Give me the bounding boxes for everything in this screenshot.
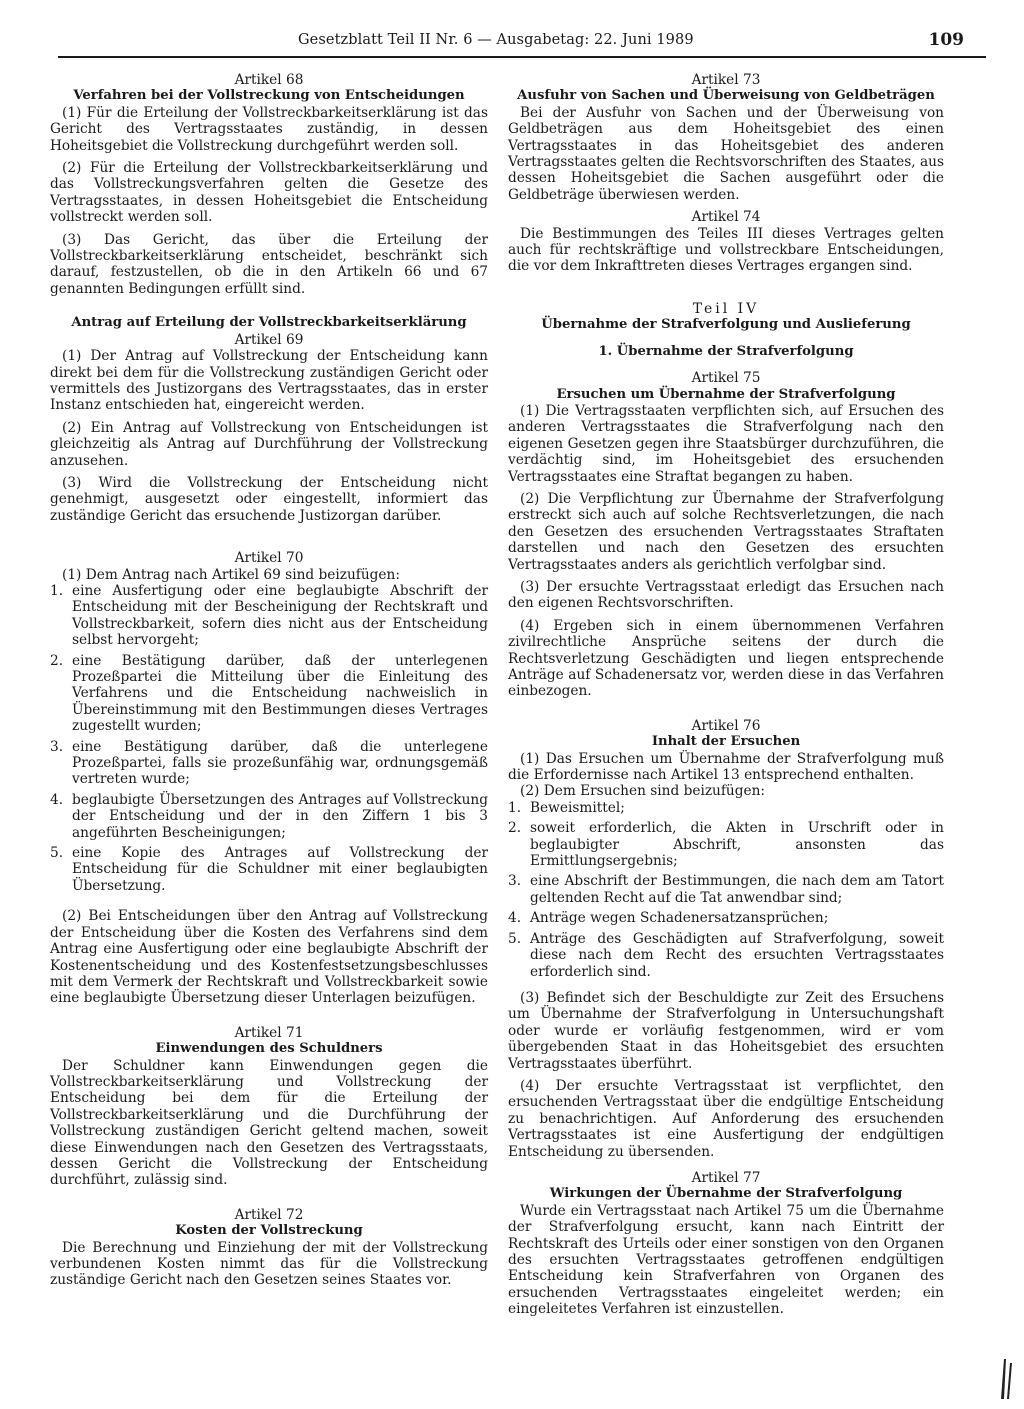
margin-mark-icon bbox=[998, 1355, 1014, 1401]
article-75-paragraph-4: (4) Ergeben sich in einem übernommenen Verfahren zivilrechtliche Ansprüche seitens der durch die Rechtsverletzung Geschädigten und liegen entsprechende Anträge auf Schadenersatz vor, werden diese in das Verfahren einbezogen. bbox=[508, 617, 944, 700]
part-heading: Teil IV bbox=[692, 300, 760, 317]
article-76-paragraph-4: (4) Der ersuchte Vertragsstaat ist verpflichtet, den ersuchenden Vertragsstaat über die endgültige Entscheidung zu benachrichtigen. Auf Anforderung des ersuchenden Vertragsstaates ist eine Ausfertigung der endgültigen Entscheidung zu übersenden. bbox=[508, 1077, 944, 1160]
article-74-heading: Artikel 74 bbox=[691, 209, 761, 226]
article-68-paragraph-3: (3) Das Gericht, das über die Erteilung der Vollstreckbarkeitserklärung entscheidet, beschränkt sich darauf, festzustellen, ob die in den Artikeln 66 und 67 genannten Bedingungen erfüllt sind. bbox=[50, 231, 488, 297]
article-72-title: Kosten der Vollstreckung bbox=[175, 1223, 363, 1239]
article-68-title: Verfahren bei der Vollstreckung von Entscheidungen bbox=[73, 88, 465, 104]
article-71-paragraph-1: Der Schuldner kann Einwendungen gegen die Vollstreckbarkeitserklärung und Vollstreckung der Entscheidung bei dem für die Erteilung der Vollstreckbarkeitserklärung und die Durchführung der Vollstreckung zuständigen Gericht geltend machen, soweit diese Einwendungen nach den Gesetzen des Vertragsstaats, dessen Gericht die Vollstreckung der Entscheidung durchführt, zulässig sind. bbox=[50, 1057, 488, 1189]
article-76-paragraph-2: (2) Dem Ersuchen sind beizufügen: bbox=[520, 783, 766, 800]
article-70-heading: Artikel 70 bbox=[234, 550, 304, 567]
article-69-paragraph-2: (2) Ein Antrag auf Vollstreckung von Entscheidungen ist gleichzeitig als Antrag auf Durchführung der Vollstreckung anzusehen. bbox=[50, 419, 488, 469]
article-72-paragraph-1: Die Berechnung und Einziehung der mit der Vollstreckung verbundenen Kosten nimmt das für die Vollstreckung zuständige Gericht nach den Gesetzen seines Staates vor. bbox=[50, 1239, 488, 1289]
header-title: Gesetzblatt Teil II Nr. 6 — Ausgabetag: 22. Juni 1989 bbox=[298, 32, 694, 48]
article-77-heading: Artikel 77 bbox=[691, 1169, 761, 1186]
article-75-paragraph-2: (2) Die Verpflichtung zur Übernahme der Strafverfolgung erstreckt sich auch auf solche Rechtsverletzungen, die nach den Gesetzen des ersuchenden Vertragsstaates Straftaten darstellen und nach den Gesetzen des ersuchten Vertragsstaates anders als gerichtlich verfolgbar sind. bbox=[508, 490, 944, 573]
list-item: 3. eine Bestätigung darüber, daß die unterlegene Prozeßpartei, falls sie prozeßunfähig war, ordnungsgemäß vertreten wurde; bbox=[50, 738, 488, 788]
right-column bbox=[508, 72, 944, 1318]
article-71-title: Einwendungen des Schuldners bbox=[155, 1041, 383, 1057]
article-70-list bbox=[50, 583, 488, 894]
article-68-heading: Artikel 68 bbox=[234, 72, 304, 88]
article-75-paragraph-1: (1) Die Vertragsstaaten verpflichten sich, auf Ersuchen des anderen Vertragsstaates die Strafverfolgung nach den eigenen Gesetzen gegen ihre Staatsbürger durchzuführen, die verdächtig sind, im Hoheitsgebiet des ersuchenden Vertragsstaates eine Straftat begangen zu haben. bbox=[508, 402, 944, 485]
article-70-intro: (1) Dem Antrag nach Artikel 69 sind beizufügen: bbox=[62, 566, 400, 583]
list-item: 2. eine Bestätigung darüber, daß der unterlegenen Prozeßpartei die Mitteilung über die Einleitung des Verfahrens und die Entscheidung nachweislich in Übereinstimmung mit den Bestimmungen dieses Vertrages zugestellt wurden; bbox=[50, 652, 488, 735]
list-item: 5. eine Kopie des Antrages auf Vollstreckung der Entscheidung für die Schuldner mit einer beglaubigten Übersetzung. bbox=[50, 845, 488, 894]
article-70-paragraph-2: (2) Bei Entscheidungen über den Antrag auf Vollstreckung der Entscheidung über die Kosten des Verfahrens sind dem Antrag eine Ausfertigung oder eine beglaubigte Abschrift der Kostenentscheidung und des Kostenfestsetzungsbeschlusses mit dem Vermerk der Rechtskraft und Vollstreckbarkeit sowie eine beglaubigte Übersetzung dieser Unterlagen beizufügen. bbox=[50, 908, 488, 1007]
article-69-section-title: Antrag auf Erteilung der Vollstreckbarkeitserklärung bbox=[71, 315, 467, 331]
list-item: 2. soweit erforderlich, die Akten in Urschrift oder in beglaubigter Abschrift, ansonsten das Ermittlungsergebnis; bbox=[508, 820, 944, 870]
article-76-list bbox=[508, 800, 944, 980]
article-69-paragraph-3: (3) Wird die Vollstreckung der Entscheidung nicht genehmigt, ausgesetzt oder eingestellt, informiert das zuständige Gericht das ersuchende Justizorgan darüber. bbox=[50, 474, 488, 524]
page-number: 109 bbox=[928, 30, 964, 50]
article-69-paragraph-1: (1) Der Antrag auf Vollstreckung der Entscheidung kann direkt bei dem für die Vollstreckung zuständigen Gericht oder vermittels des Justizorgans des Vertragsstaates, das in erster Instanz entschieden hat, eingereicht werden. bbox=[50, 348, 488, 414]
article-73-paragraph-1: Bei der Ausfuhr von Sachen und der Überweisung von Geldbeträgen aus dem Hoheitsgebiet des einen Vertragsstaates in das Hoheitsgebiet des anderen Vertragsstaates gelten die Rechtsvorschriften des Staates, aus dessen Hoheitsgebiet die Sachen ausgeführt oder die Geldbeträge überwiesen werden. bbox=[508, 104, 944, 203]
part-title: Übernahme der Strafverfolgung und Auslieferung bbox=[541, 317, 911, 333]
list-item: 4. beglaubigte Übersetzungen des Antrages auf Vollstreckung der Entscheidung und der in den Ziffern 1 bis 3 angeführten Bescheinigungen; bbox=[50, 791, 488, 841]
article-77-title: Wirkungen der Übernahme der Strafverfolgung bbox=[549, 1186, 903, 1202]
article-77-paragraph-1: Wurde ein Vertragsstaat nach Artikel 75 um die Übernahme der Strafverfolgung ersucht, kann nach Eintritt der Rechtskraft des Urteils oder einer sonstigen von den Organen des ersuchten Vertragsstaates getroffenen endgültigen Entscheidung kein Strafverfahren von Organen des ersuchenden Vertragsstaates eingeleitet werden; ein eingeleitetes Verfahren ist einzustellen. bbox=[508, 1202, 944, 1318]
list-item: 1. eine Ausfertigung oder eine beglaubigte Abschrift der Entscheidung mit der Bescheinigung der Rechtskraft und Vollstreckbarkeit, sofern dies nicht aus der Entscheidung selbst hervorgeht; bbox=[50, 582, 488, 649]
article-76-paragraph-3: (3) Befindet sich der Beschuldigte zur Zeit des Ersuchens um Übernahme der Strafverfolgung in Untersuchungshaft oder wurde er vorläufig festgenommen, wird er vom übergebenden Staat in das Hoheitsgebiet des ersuchten Vertragsstaates überführt. bbox=[508, 989, 944, 1072]
part-subsection-title: 1. Übernahme der Strafverfolgung bbox=[598, 343, 854, 359]
list-item: 1. Beweismittel; bbox=[508, 799, 625, 816]
list-item: 5. Anträge des Geschädigten auf Strafverfolgung, soweit diese nach dem Recht des ersuchten Vertragsstaates erforderlich sind. bbox=[508, 930, 944, 980]
article-68-paragraph-1: (1) Für die Erteilung der Vollstreckbarkeitserklärung ist das Gericht des Vertragsstaates zuständig, in dessen Hoheitsgebiet die Vollstreckung durchgeführt werden soll. bbox=[50, 104, 488, 154]
list-item: 3. eine Abschrift der Bestimmungen, die nach dem am Tatort geltenden Recht auf die Tat anwendbar sind; bbox=[508, 873, 944, 906]
article-76-heading: Artikel 76 bbox=[691, 717, 761, 734]
article-72-heading: Artikel 72 bbox=[234, 1206, 304, 1223]
page-header bbox=[58, 30, 986, 58]
article-69-heading: Artikel 69 bbox=[234, 331, 304, 348]
article-75-paragraph-3: (3) Der ersuchte Vertragsstaat erledigt das Ersuchen nach den eigenen Rechtsvorschriften. bbox=[508, 578, 944, 612]
list-item: 4. Anträge wegen Schadenersatzansprüchen; bbox=[508, 910, 829, 927]
article-68-paragraph-2: (2) Für die Erteilung der Vollstreckbarkeitserklärung und das Vollstreckungsverfahren gelten die Gesetze des Vertragsstaates, in dessen Hoheitsgebiet die Entscheidung vollstreckt werden soll. bbox=[50, 160, 488, 226]
article-73-heading: Artikel 73 bbox=[691, 72, 761, 88]
article-76-paragraph-1: (1) Das Ersuchen um Übernahme der Strafverfolgung muß die Erfordernisse nach Artikel 13 entsprechend enthalten. bbox=[508, 750, 944, 784]
left-column bbox=[50, 72, 488, 1289]
article-73-title: Ausfuhr von Sachen und Überweisung von Geldbeträgen bbox=[517, 88, 935, 104]
article-76-title: Inhalt der Ersuchen bbox=[651, 734, 801, 750]
article-75-title: Ersuchen um Übernahme der Strafverfolgung bbox=[556, 386, 896, 402]
article-74-paragraph-1: Die Bestimmungen des Teiles III dieses Vertrages gelten auch für rechtskräftige und vollstreckbare Entscheidungen, die vor dem Inkrafttreten dieses Vertrages ergangen sind. bbox=[508, 225, 944, 275]
article-71-heading: Artikel 71 bbox=[234, 1024, 304, 1041]
article-75-heading: Artikel 75 bbox=[691, 370, 761, 387]
